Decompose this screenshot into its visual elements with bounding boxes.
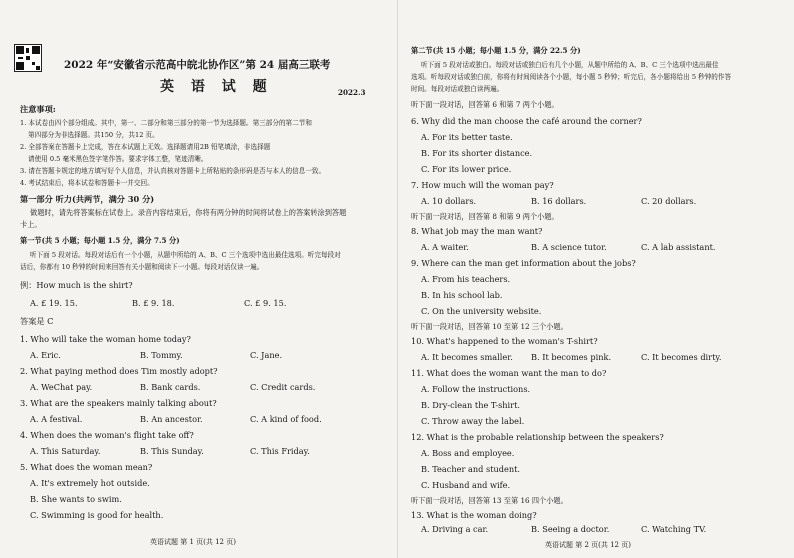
option-a: A. Boss and employee.: [421, 448, 515, 458]
option-b: B. Dry-clean the T-shirt.: [421, 400, 520, 410]
notice-line: 请使用 0.5 毫米黑色签字笔作答。要求字体工整，笔迹清晰。: [28, 155, 208, 163]
notice-line: 1. 本试卷由四个部分组成。其中，第一、二部分和第三部分的第一节为选择题。第三部分的第二节和: [20, 119, 312, 127]
option-b: B. In his school lab.: [421, 290, 503, 300]
example-option-c: C. £ 9. 15.: [244, 298, 287, 308]
example-option-b: B. £ 9. 18.: [132, 298, 175, 308]
option-c: C. A lab assistant.: [641, 242, 716, 252]
option-c: C. For its lower price.: [421, 164, 512, 174]
option-b: B. She wants to swim.: [30, 494, 122, 504]
section1-heading: 第一节(共 5 小题；每小题 1.5 分，满分 7.5 分): [20, 236, 180, 245]
option-b: B. This Sunday.: [140, 446, 204, 456]
section2-heading: 第二节(共 15 小题；每小题 1.5 分，满分 22.5 分): [411, 46, 581, 55]
question-7: 7. How much will the woman pay?: [411, 180, 554, 190]
subject-title: 英 语 试 题: [160, 79, 273, 95]
exam-date: 2022.3: [338, 88, 366, 97]
page-footer-left: 英语试题 第 1 页(共 12 页): [150, 538, 236, 546]
section1-intro: 话后，你都有 10 秒钟的时间来回答有关小题和阅读下一小题。每段对话仅读一遍。: [20, 263, 264, 271]
section2-intro: 听下面 5 段对话或独白。每段对话或独白后有几个小题，从题中所给的 A、B、C 三个选项中选出最佳: [421, 61, 719, 69]
option-c: C. Husband and wife.: [421, 480, 511, 490]
exam-title: 2022 年“安徽省示范高中皖北协作区”第 24 届高三联考: [64, 59, 331, 71]
page-footer-right: 英语试题 第 2 页(共 12 页): [545, 541, 631, 549]
example-question: 例：How much is the shirt?: [20, 280, 133, 290]
section2-intro: 选项。听每段对话或独白前，你将有时间阅读各个小题，每小题 5 秒钟；听完后，各小题将给出 5 秒钟的作答: [411, 73, 732, 81]
option-c: C. A kind of food.: [250, 414, 322, 424]
notice-heading: 注意事项:: [20, 104, 56, 114]
option-b: B. A science tutor.: [531, 242, 607, 252]
dialogue-instruction: 听下面一段对话，回答第 13 至第 16 四个小题。: [411, 496, 568, 505]
option-a: A. Eric.: [30, 350, 61, 360]
notice-line: 2. 全部答案在答题卡上完成，答在本试题上无效。选择题请用2B 铅笔填涂，非选择题: [20, 143, 271, 151]
option-a: A. Driving a car.: [421, 524, 489, 534]
section2-intro: 时间。每段对话或独白读两遍。: [411, 85, 504, 93]
part1-intro: 卡上。: [20, 220, 42, 229]
option-b: B. 16 dollars.: [531, 196, 587, 206]
part1-heading: 第一部分 听力(共两节，满分 30 分): [20, 194, 155, 204]
option-c: C. It becomes dirty.: [641, 352, 722, 362]
question-11: 11. What does the woman want the man to do?: [411, 368, 607, 378]
notice-line: 3. 请在答题卡规定的地方填写好个人信息，并认真核对答题卡上所粘贴的条形码是否与本人的信息一致。: [20, 167, 326, 175]
option-b: B. For its shorter distance.: [421, 148, 533, 158]
option-c: C. On the university website.: [421, 306, 542, 316]
option-a: A. 10 dollars.: [421, 196, 477, 206]
qr-code-icon: [14, 44, 42, 72]
notice-line: 4. 考试结束后，将本试卷和答题卡一并交回。: [20, 179, 154, 187]
section1-intro: 听下面 5 段对话。每段对话后有一个小题，从题中所给的 A、B、C 三个选项中选出最佳选项。听完每段对: [30, 251, 341, 259]
option-c: C. 20 dollars.: [641, 196, 697, 206]
dialogue-instruction: 听下面一段对话，回答第 6 和第 7 两个小题。: [411, 100, 559, 109]
option-c: C. Watching TV.: [641, 524, 707, 534]
question-9: 9. Where can the man get information about the jobs?: [411, 258, 636, 268]
option-c: C. This Friday.: [250, 446, 310, 456]
dialogue-instruction: 听下面一段对话，回答第 10 至第 12 三个小题。: [411, 322, 568, 331]
example-answer: 答案是 C: [20, 316, 54, 326]
right-page: [397, 0, 794, 558]
dialogue-instruction: 听下面一段对话，回答第 8 和第 9 两个小题。: [411, 212, 559, 221]
question-13: 13. What is the woman doing?: [411, 510, 537, 520]
option-b: B. Bank cards.: [140, 382, 201, 392]
option-b: B. Seeing a doctor.: [531, 524, 610, 534]
question-3: 3. What are the speakers mainly talking about?: [20, 398, 217, 408]
option-a: A. It's extremely hot outside.: [30, 478, 150, 488]
option-a: A. Follow the instructions.: [421, 384, 531, 394]
question-5: 5. What does the woman mean?: [20, 462, 153, 472]
option-b: B. Teacher and student.: [421, 464, 521, 474]
option-a: A. From his teachers.: [421, 274, 511, 284]
option-c: C. Throw away the label.: [421, 416, 525, 426]
question-12: 12. What is the probable relationship between the speakers?: [411, 432, 664, 442]
option-b: B. It becomes pink.: [531, 352, 612, 362]
question-1: 1. Who will take the woman home today?: [20, 334, 191, 344]
option-a: A. A festival.: [30, 414, 83, 424]
question-2: 2. What paying method does Tim mostly adopt?: [20, 366, 218, 376]
option-a: A. WeChat pay.: [30, 382, 93, 392]
option-b: B. Tommy.: [140, 350, 183, 360]
option-c: C. Credit cards.: [250, 382, 316, 392]
question-10: 10. What's happened to the woman's T-shirt?: [411, 336, 598, 346]
option-a: A. It becomes smaller.: [421, 352, 513, 362]
question-6: 6. Why did the man choose the café around the corner?: [411, 116, 642, 126]
option-a: A. This Saturday.: [30, 446, 101, 456]
question-8: 8. What job may the man want?: [411, 226, 543, 236]
part1-intro: 做题时，请先将答案标在试卷上。录音内容结束后，你将有两分钟的时间将试卷上的答案转涂到答题: [30, 208, 347, 217]
option-b: B. An ancestor.: [140, 414, 203, 424]
option-c: C. Swimming is good for health.: [30, 510, 164, 520]
option-c: C. Jane.: [250, 350, 283, 360]
option-a: A. For its better taste.: [421, 132, 513, 142]
question-4: 4. When does the woman's flight take off?: [20, 430, 194, 440]
example-option-a: A. £ 19. 15.: [30, 298, 78, 308]
notice-line: 第四部分为非选择题。共150 分，共12 页。: [28, 131, 159, 139]
option-a: A. A waiter.: [421, 242, 469, 252]
